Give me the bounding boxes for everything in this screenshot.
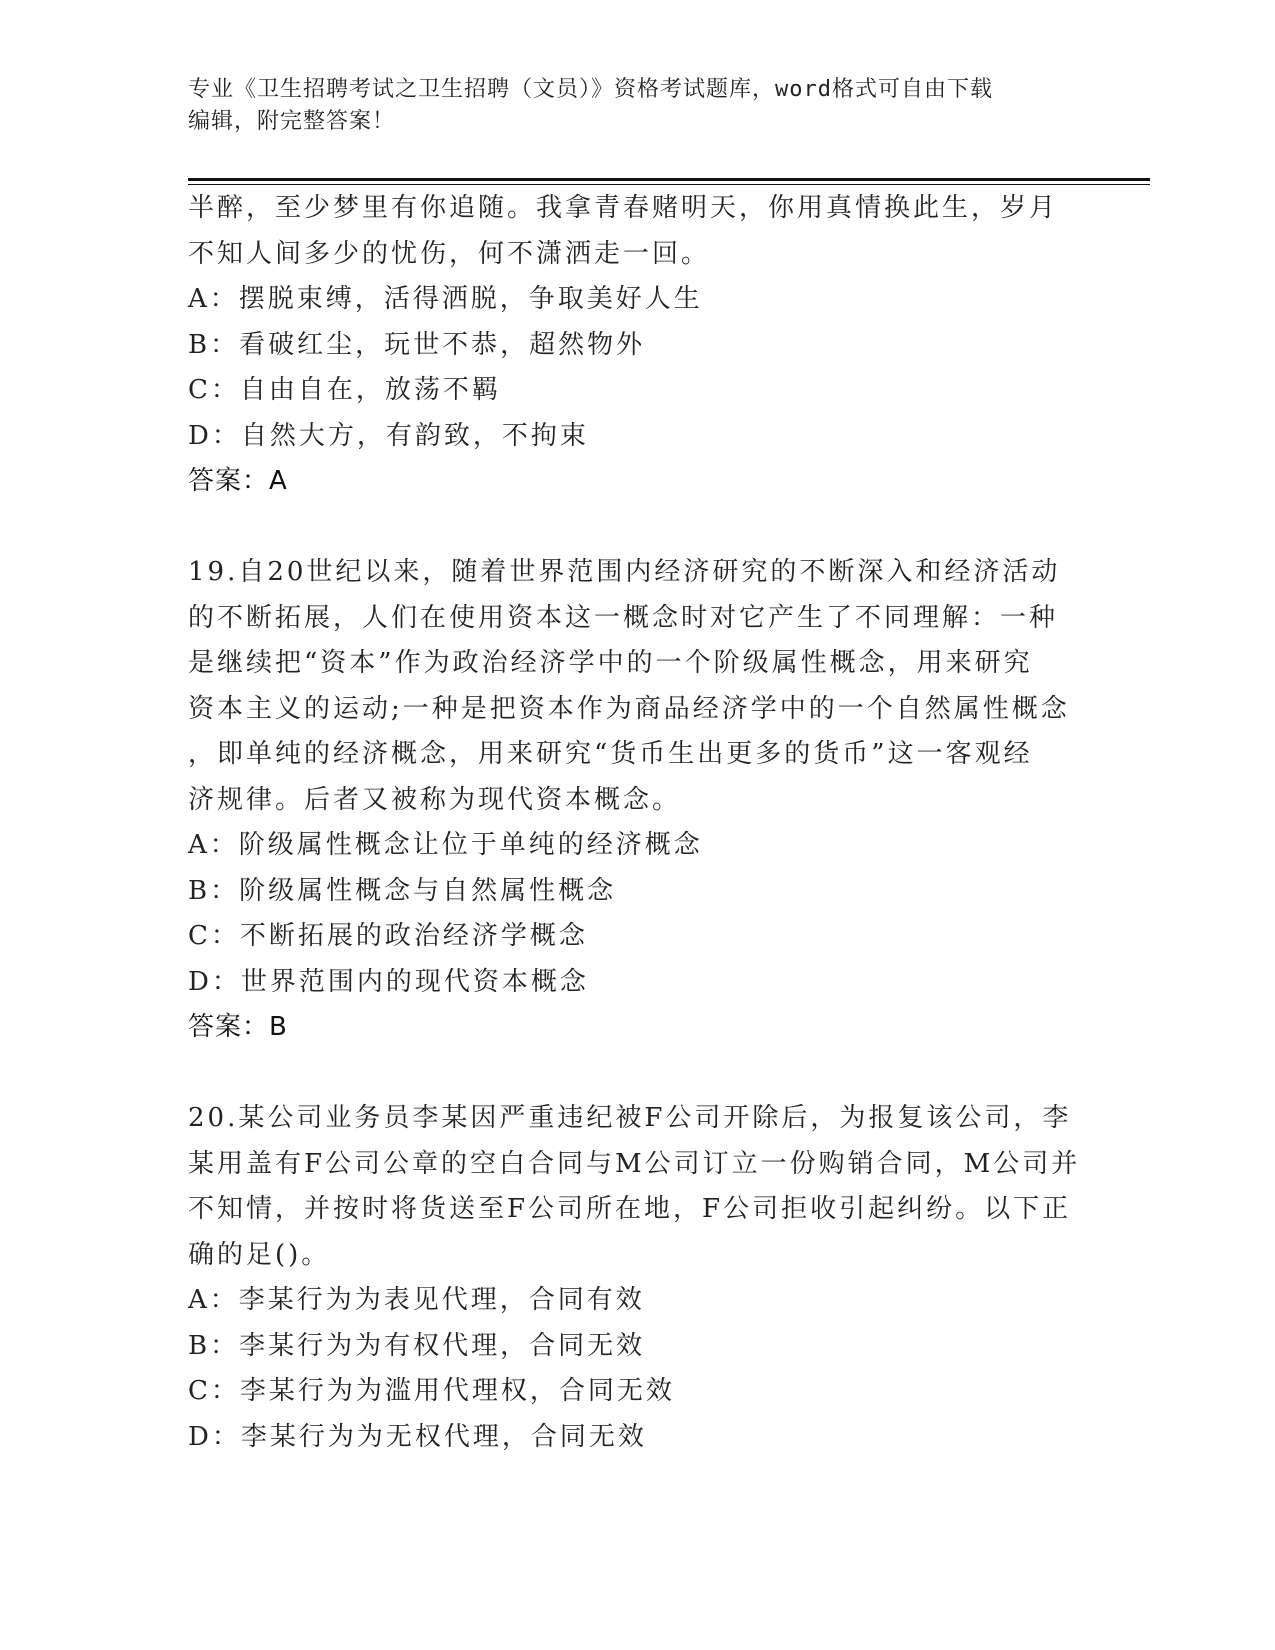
document-body xyxy=(188,186,1088,1460)
option-a: A：摆脱束缚，活得洒脱，争取美好人生 xyxy=(188,284,703,314)
question-text-line: 19.自20世纪以来，随着世界范围内经济研究的不断深入和经济活动 xyxy=(188,557,1061,587)
option-a: A：阶级属性概念让位于单纯的经济概念 xyxy=(188,830,703,860)
question-20 xyxy=(188,1096,1088,1460)
question-text-line: ，即单纯的经济概念，用来研究“货币生出更多的货币”这一客观经 xyxy=(188,739,1033,769)
option-c: C：不断拓展的政治经济学概念 xyxy=(188,921,588,951)
question-text-line: 不知情，并按时将货送至F公司所在地，F公司拒收引起纠纷。以下正 xyxy=(188,1194,1072,1224)
spacer xyxy=(188,505,1088,551)
question-text-line: 资本主义的运动;一种是把资本作为商品经济学中的一个自然属性概念 xyxy=(188,693,1070,724)
question-text-line: 的不断拓展，人们在使用资本这一概念时对它产生了不同理解：一种 xyxy=(188,602,1059,633)
question-text-line: 是继续把“资本”作为政治经济学中的一个阶级属性概念，用来研究 xyxy=(188,648,1033,678)
question-18-continued xyxy=(188,186,1088,505)
header-line-2: 编辑，附完整答案！ xyxy=(188,109,396,134)
header-divider-thin xyxy=(188,184,1150,185)
question-19 xyxy=(188,550,1088,1051)
option-d: D：李某行为为无权代理，合同无效 xyxy=(188,1421,647,1452)
question-text-line: 确的足()。 xyxy=(188,1239,331,1270)
document-header xyxy=(188,74,1068,138)
option-b: B：看破红尘，玩世不恭，超然物外 xyxy=(188,329,646,360)
option-d: D：自然大方，有韵致，不拘束 xyxy=(188,420,589,451)
option-b: B：李某行为为有权代理，合同无效 xyxy=(188,1330,646,1361)
option-a: A：李某行为为表见代理，合同有效 xyxy=(188,1285,645,1315)
option-c: C：李某行为为滥用代理权，合同无效 xyxy=(188,1376,675,1406)
option-b: B：阶级属性概念与自然属性概念 xyxy=(188,875,617,906)
option-c: C：自由自在，放荡不羁 xyxy=(188,375,501,405)
header-divider-thick xyxy=(188,178,1150,181)
question-text-line: 某用盖有F公司公章的空白合同与M公司订立一份购销合同，M公司并 xyxy=(188,1148,1081,1179)
option-d: D：世界范围内的现代资本概念 xyxy=(188,966,589,997)
header-line-1: 专业《卫生招聘考试之卫生招聘（文员）》资格考试题库，word格式可自由下载 xyxy=(188,77,993,102)
spacer xyxy=(188,1051,1088,1097)
question-text-line: 20.某公司业务员李某因严重违纪被F公司开除后，为报复该公司，李 xyxy=(188,1103,1072,1133)
answer-label: 答案：B xyxy=(188,1012,288,1042)
question-text-line: 半醉，至少梦里有你追随。我拿青春赌明天，你用真情换此生，岁月 xyxy=(188,193,1059,223)
question-text-line: 不知人间多少的忧伤，何不潇洒走一回。 xyxy=(188,238,711,269)
question-text-line: 济规律。后者又被称为现代资本概念。 xyxy=(188,784,682,815)
answer-label: 答案：A xyxy=(188,466,288,496)
